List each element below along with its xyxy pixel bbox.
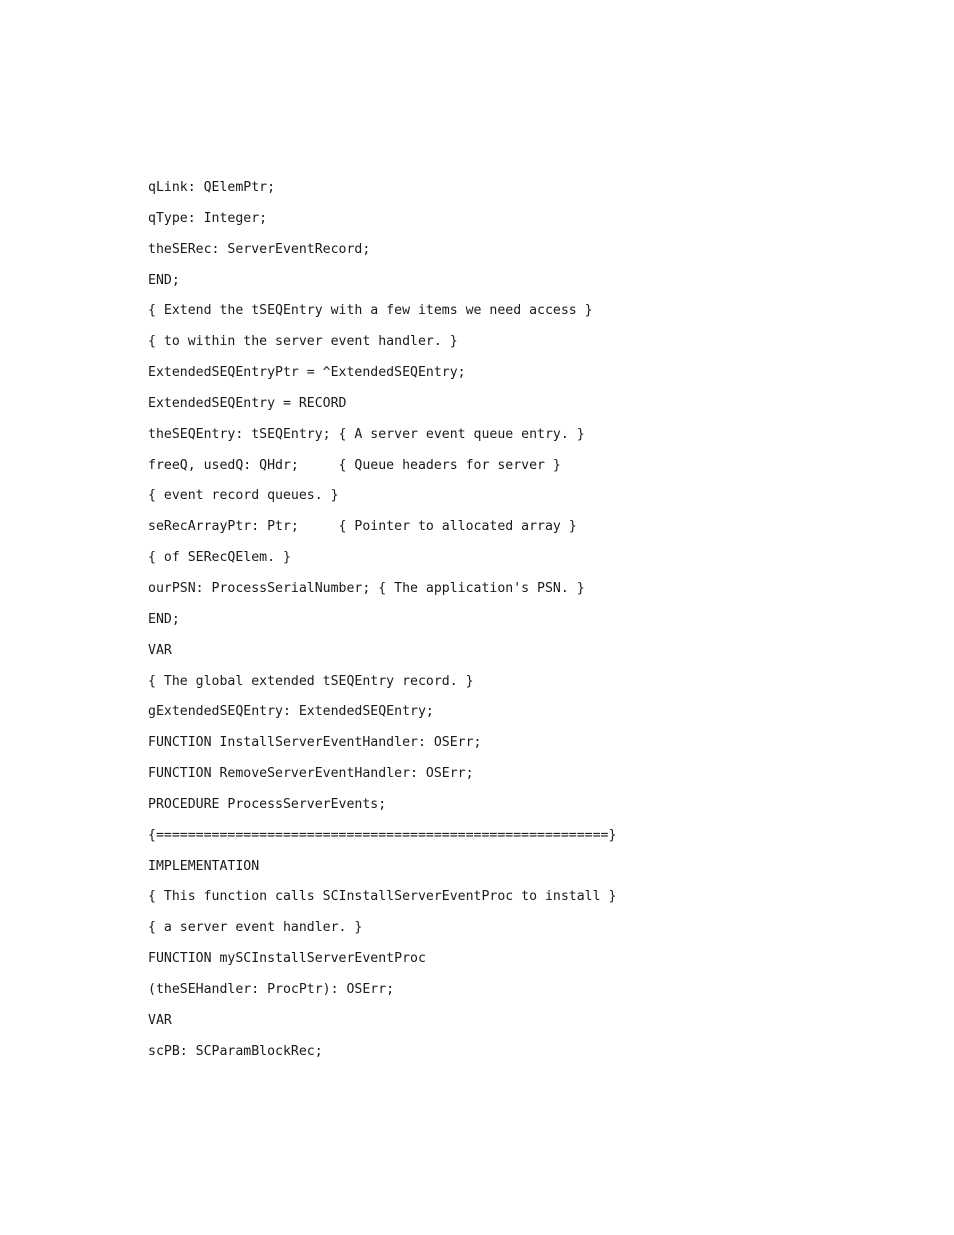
code-line: scPB: SCParamBlockRec; <box>148 1043 323 1059</box>
code-line: IMPLEMENTATION <box>148 858 260 874</box>
code-line: { to within the server event handler. } <box>148 334 458 350</box>
code-line: qLink: QElemPtr; <box>148 180 276 195</box>
code-line: { event record queues. } <box>148 488 339 504</box>
code-line: ExtendedSEQEntry = RECORD <box>148 395 347 411</box>
code-line: VAR <box>148 642 172 658</box>
code-listing <box>148 173 908 1067</box>
code-line: END; <box>148 611 180 627</box>
code-line: {=========================================================} <box>148 827 617 843</box>
code-line: seRecArrayPtr: Ptr; { Pointer to allocated array } <box>148 519 577 535</box>
code-line: (theSEHandler: ProcPtr): OSErr; <box>148 981 395 997</box>
code-line: ourPSN: ProcessSerialNumber; { The application's PSN. } <box>148 580 585 596</box>
code-line: VAR <box>148 1012 172 1028</box>
code-line: gExtendedSEQEntry: ExtendedSEQEntry; <box>148 704 434 720</box>
code-line: PROCEDURE ProcessServerEvents; <box>148 796 387 812</box>
code-line: FUNCTION RemoveServerEventHandler: OSErr; <box>148 766 474 782</box>
code-line: { The global extended tSEQEntry record. } <box>148 673 474 689</box>
code-line: { a server event handler. } <box>148 920 363 936</box>
code-line: qType: Integer; <box>148 210 268 226</box>
code-line: freeQ, usedQ: QHdr; { Queue headers for server } <box>148 457 561 473</box>
code-line: theSEQEntry: tSEQEntry; { A server event queue entry. } <box>148 426 585 442</box>
code-line: { Extend the tSEQEntry with a few items we need access } <box>148 303 593 319</box>
code-line: FUNCTION mySCInstallServerEventProc <box>148 951 426 967</box>
code-line: { of SERecQElem. } <box>148 550 291 566</box>
code-line: theSERec: ServerEventRecord; <box>148 241 371 257</box>
code-line: END; <box>148 272 180 288</box>
code-line: ExtendedSEQEntryPtr = ^ExtendedSEQEntry; <box>148 365 466 381</box>
code-line: FUNCTION InstallServerEventHandler: OSErr; <box>148 735 482 751</box>
code-line: { This function calls SCInstallServerEventProc to install } <box>148 889 617 905</box>
